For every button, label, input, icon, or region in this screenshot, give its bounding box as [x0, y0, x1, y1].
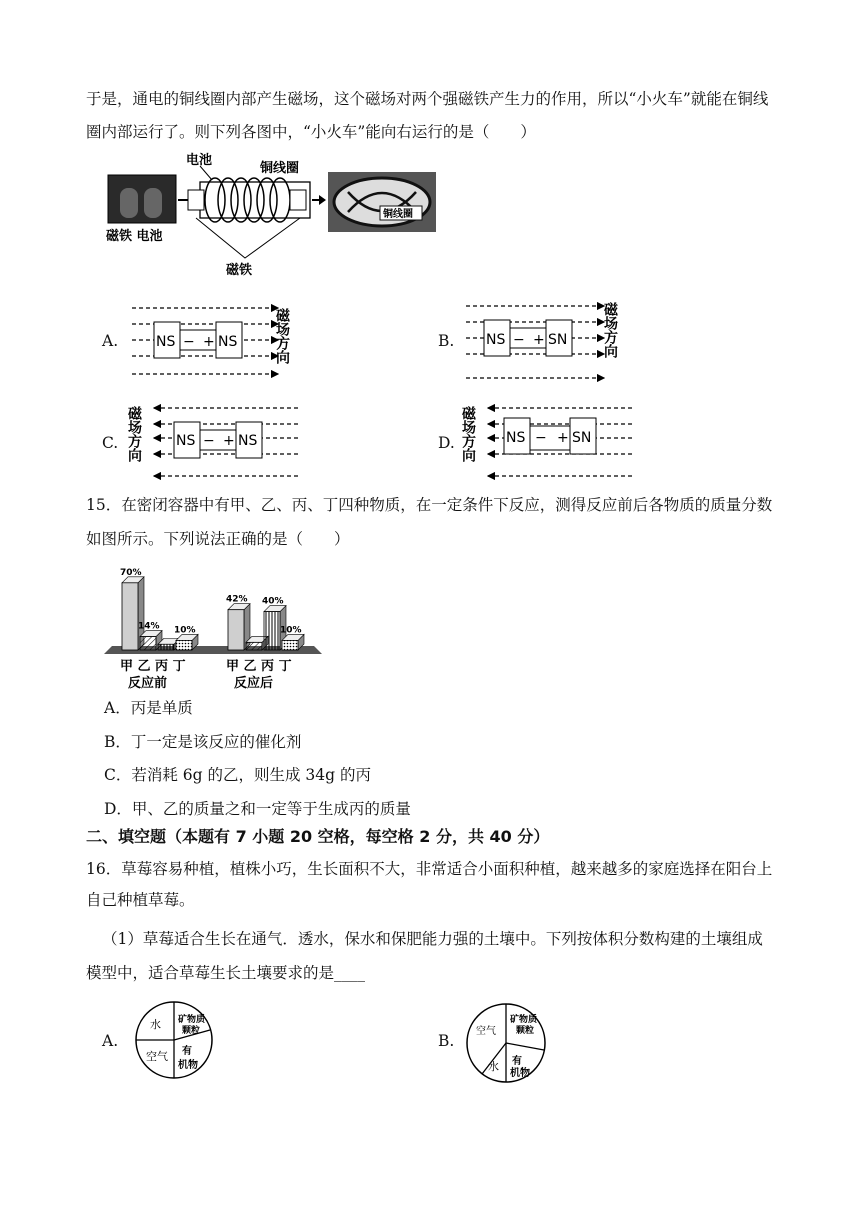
q15-option-b: B．丁一定是该反应的催化剂	[104, 733, 302, 751]
q15-stem-line-1: 15．在密闭容器中有甲、乙、丙、丁四种物质，在一定条件下反应，测得反应前后各物质的质量分数	[86, 496, 773, 514]
magnet-label: 磁铁	[226, 263, 253, 278]
option-b-right-magnet: SN	[548, 332, 568, 348]
coil-label: 铜线圈	[260, 161, 300, 176]
option-b-minus: −	[513, 332, 525, 348]
svg-text:机物: 机物	[178, 1060, 198, 1071]
option-d-right-magnet: SN	[572, 430, 592, 446]
option-a-air: 空气	[146, 1050, 168, 1063]
option-a-plus: +	[203, 334, 215, 350]
q14-option-b-diagram	[464, 296, 664, 386]
bar-value-label: 70%	[120, 567, 142, 578]
svg-text:机物: 机物	[510, 1068, 530, 1079]
option-d-minus: −	[535, 430, 547, 446]
group-label: 反应后	[234, 676, 274, 691]
q14-option-c-label: C.	[102, 434, 119, 452]
bar-丁-反应后	[282, 640, 298, 650]
q15-stem-line-2: 如图所示。下列说法正确的是（ ）	[86, 530, 350, 548]
coil-photo-label: 铜线圈	[383, 209, 413, 220]
q14-option-a-diagram	[130, 298, 330, 388]
q16-option-a-label: A.	[102, 1032, 119, 1050]
option-b-mineral: 矿物质	[510, 1015, 538, 1025]
intro-line-1: 于是，通电的铜线圈内部产生磁场，这个磁场对两个强磁铁产生力的作用，所以“小火车”就能在铜线	[86, 90, 769, 108]
q16-sub1-line-1: （1）草莓适合生长在通气．透水，保水和保肥能力强的土壤中。下列按体积分数构建的土壤组成	[102, 930, 763, 948]
category-labels: 甲 乙 丙 丁	[226, 659, 292, 674]
bar-乙-反应前	[140, 637, 156, 650]
q16-option-b-pie	[462, 1000, 552, 1086]
option-a-water: 水	[150, 1018, 161, 1031]
option-c-field-label: 磁场方向	[126, 406, 142, 462]
bar-丁-反应前	[176, 640, 192, 650]
q16-stem-line-2: 自己种植草莓。	[86, 891, 195, 909]
option-b-air: 空气	[476, 1026, 496, 1037]
option-b-field-label: 磁场方向	[602, 302, 618, 358]
option-c-left-magnet: NS	[176, 433, 196, 449]
option-c-minus: −	[203, 433, 215, 449]
bar-丙-反应前	[158, 644, 174, 650]
option-c-right-magnet: NS	[238, 433, 258, 449]
q14-option-a-label: A.	[102, 332, 119, 350]
option-b-water: 水	[488, 1060, 499, 1073]
option-b-organic: 有	[512, 1056, 522, 1067]
q15-bar-chart	[100, 558, 340, 690]
option-d-field-label: 磁场方向	[460, 406, 476, 462]
option-a-organic: 有	[182, 1046, 192, 1057]
q14-option-c-diagram	[126, 400, 310, 484]
bar-value-label: 40%	[262, 596, 284, 607]
section-2-heading: 二、填空题（本题有 7 小题 20 空格，每空格 2 分，共 40 分）	[86, 827, 550, 846]
bar-value-label: 14%	[138, 621, 160, 632]
option-a-right-magnet: NS	[218, 334, 238, 350]
category-labels: 甲 乙 丙 丁	[120, 659, 186, 674]
q14-option-d-label: D.	[438, 434, 455, 452]
bar-value-label: 10%	[174, 625, 196, 636]
q15-option-d: D．甲、乙的质量之和一定等于生成丙的质量	[104, 800, 411, 818]
option-d-plus: +	[557, 430, 569, 446]
q16-option-b-label: B.	[438, 1032, 455, 1050]
svg-text:颗粒: 颗粒	[516, 1026, 535, 1036]
option-c-plus: +	[223, 433, 235, 449]
q15-option-c: C．若消耗 6g 的乙，则生成 34g 的丙	[104, 766, 371, 784]
svg-text:颗粒: 颗粒	[182, 1026, 201, 1036]
option-a-mineral: 矿物质	[178, 1015, 206, 1025]
group-label: 反应前	[128, 676, 168, 691]
q16-stem-line-1: 16．草莓容易种植，植株小巧，生长面积不大，非常适合小面积种植，越来越多的家庭选择在阳台上	[86, 860, 773, 878]
bar-乙-反应后	[246, 642, 262, 650]
q14-option-b-label: B.	[438, 332, 455, 350]
option-b-plus: +	[533, 332, 545, 348]
q16-option-a-pie	[130, 998, 220, 1082]
option-d-left-magnet: NS	[506, 430, 526, 446]
option-a-field-label: 磁场方向	[274, 308, 290, 364]
option-a-left-magnet: NS	[156, 334, 176, 350]
battery-label: 电池	[186, 153, 213, 168]
bar-甲-反应后	[228, 610, 244, 650]
bar-甲-反应前	[122, 583, 138, 650]
option-b-left-magnet: NS	[486, 332, 506, 348]
magnet-battery-label: 磁铁 电池	[106, 229, 163, 244]
q14-option-d-diagram	[460, 400, 644, 484]
option-a-minus: −	[183, 334, 195, 350]
bar-value-label: 10%	[280, 625, 302, 636]
train-figure	[100, 150, 440, 282]
bar-丙-反应后	[264, 612, 280, 650]
q16-sub1-line-2: 模型中，适合草莓生长土壤要求的是____	[86, 964, 366, 982]
q15-option-a: A．丙是单质	[104, 699, 193, 717]
bar-value-label: 42%	[226, 594, 248, 605]
intro-line-2: 圈内部运行了。则下列各图中，“小火车”能向右运行的是（ ）	[86, 123, 536, 141]
